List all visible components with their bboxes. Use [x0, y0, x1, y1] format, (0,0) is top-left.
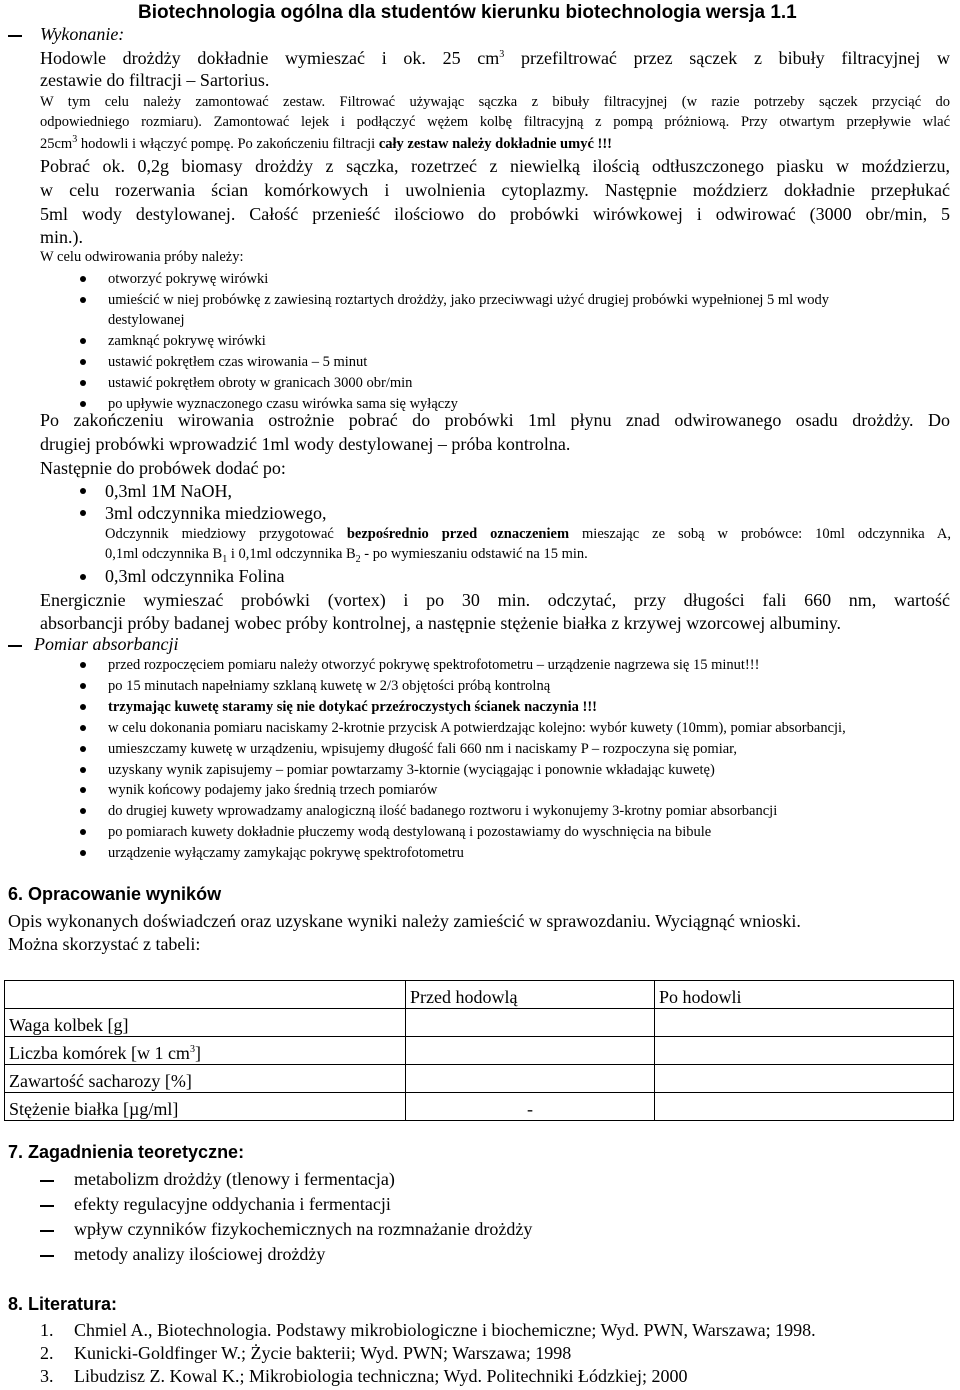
paragraph-line: zestawie do filtracji – Sartorius.: [40, 70, 270, 90]
bullet-icon: [80, 662, 86, 668]
paragraph-line: drugiej probówki wprowadzić 1ml wody destylowanej – próba kontrolna.: [40, 434, 571, 454]
results-table: [4, 980, 954, 1121]
reagent-item: 0,3ml odczynnika Folina: [105, 566, 285, 586]
reference-item: Chmiel A., Biotechnologia. Podstawy mikrobiologiczne i biochemiczne; Wyd. PWN, Warszawa; 1998.: [74, 1320, 816, 1340]
list-item: metody analizy ilościowej drożdży: [74, 1244, 326, 1264]
paragraph-line: odpowiedniego rozmiaru). Zamontować lejek i podłączyć wężem kolbę filtracyjną z pompą próżniową. Przy otwartym przepływie wlać: [40, 114, 950, 130]
paragraph-line: Można skorzystać z tabeli:: [8, 934, 201, 954]
list-number: 2.: [40, 1343, 54, 1363]
section-title-pomiar: Pomiar absorbancji: [34, 634, 179, 654]
bullet-icon: [80, 683, 86, 689]
reagent-item: 0,3ml 1M NaOH,: [105, 481, 232, 501]
dash-bullet: [40, 1230, 54, 1232]
bullet-icon: [80, 276, 86, 282]
list-item: wpływ czynników fizykochemicznych na rozmnażanie drożdży: [74, 1219, 533, 1239]
reference-item: Kunicki-Goldfinger W.; Życie bakterii; Wyd. PWN; Warszawa; 1998: [74, 1343, 572, 1363]
reagent-item: 3ml odczynnika miedziowego,: [105, 503, 327, 523]
list-item: uzyskany wynik zapisujemy – pomiar powtarzamy 3-ktornie (wyciągając i ponownie wkładając kuwetę): [108, 761, 715, 778]
list-item: umieścić w niej probówkę z zawiesiną roztartych drożdży, jako przeciwwagi użyć drugiej probówki wypełnionej 5 ml wody: [108, 292, 830, 308]
list-item: po upływie wyznaczonego czasu wirówka sama się wyłączy: [108, 396, 458, 412]
table-cell: [655, 1093, 954, 1121]
paragraph-line: Hodowle drożdży dokładnie wymieszać i ok. 25 $cm^3$ przefiltrować przez sączek z bibuły filtracyjnej w: [40, 48, 950, 68]
copper-note: Odczynnik miedziowy przygotować bezpośrednio przed oznaczeniem mieszając ze sobą w probówce: 10ml odczynnika A,: [105, 526, 952, 542]
table-cell: [406, 1065, 655, 1093]
section-7-title: 7. Zagadnienia teoretyczne:: [8, 1142, 245, 1162]
list-item: wynik końcowy podajemy jako średnią trzech pomiarów: [108, 782, 438, 799]
bullet-icon: [80, 787, 86, 793]
bullet-icon: [80, 850, 86, 856]
list-number: 3.: [40, 1366, 54, 1386]
table-row: [5, 1065, 954, 1093]
dash-bullet: [40, 1255, 54, 1257]
bullet-icon: [80, 338, 86, 344]
bullet-icon: [80, 359, 86, 365]
paragraph-line: w celu rozerwania ścian komórkowych i uwolnienia cytoplazmy. Następnie moździerz dokładnie przepłukać: [40, 180, 950, 200]
bullet-icon: [80, 297, 86, 303]
table-cell: [406, 1037, 655, 1065]
paragraph-line: Następnie do probówek dodać po:: [40, 458, 286, 478]
bullet-icon: [80, 401, 86, 407]
table-cell: Waga kolbek [g]: [5, 1009, 406, 1037]
paragraph-line: W tym celu należy zamontować zestaw. Filtrować używając sączka z bibuły filtracyjnej (w razie potrzeby sączek przyciąć do: [40, 94, 950, 110]
bullet-icon: [80, 746, 86, 752]
reference-item: Libudzisz Z. Kowal K.; Mikrobiologia techniczna; Wyd. Politechniki Łódzkiej; 2000: [74, 1366, 688, 1386]
list-item: po 15 minutach napełniamy szklaną kuwetę w 2/3 objętości próbą kontrolną: [108, 677, 551, 694]
table-cell: [655, 1009, 954, 1037]
bullet-icon: [80, 829, 86, 835]
list-item: metabolizm drożdży (tlenowy i fermentacja): [74, 1169, 395, 1189]
list-item: umieszczamy kuwetę w urządzeniu, wpisujemy długość fali 660 nm i naciskamy P – rozpoczyna się pomiar,: [108, 740, 738, 757]
section-title-wykonanie: Wykonanie:: [40, 24, 125, 44]
list-item: do drugiej kuwety wprowadzamy analogiczną ilość badanego roztworu i wykonujemy 3-krotny pomiar absorbancji: [108, 803, 778, 820]
table-cell: Liczba komórek [w 1 $cm^3$]: [5, 1037, 406, 1065]
paragraph-line: Energicznie wymieszać probówki (vortex) i po 30 min. odczytać, przy długości fali 660 nm, wartość: [40, 590, 950, 610]
table-row: [5, 1037, 954, 1065]
list-item: otworzyć pokrywę wirówki: [108, 271, 269, 287]
bullet-icon: [80, 704, 86, 710]
paragraph-line: min.).: [40, 227, 83, 247]
bullet-icon: [80, 510, 86, 516]
bullet-icon: [80, 725, 86, 731]
paragraph-line: 5ml wody destylowanej. Całość przenieść ilościowo do probówki wirówkowej i odwirować (3000 obr/min, 5: [40, 204, 950, 224]
section-8-title: 8. Literatura:: [8, 1294, 118, 1314]
list-item: przed rozpoczęciem pomiaru należy otworzyć pokrywę spektrofotometru – urządzenie nagrzewa się 15 minut!!!: [108, 657, 760, 673]
table-header-row: [5, 981, 954, 1009]
list-item: ustawić pokrętłem obroty w granicach 3000 obr/min: [108, 375, 413, 391]
paragraph-line: Opis wykonanych doświadczeń oraz uzyskane wyniki należy zamieścić w sprawozdaniu. Wyciągnąć wnioski.: [8, 911, 801, 931]
table-row: [5, 1009, 954, 1037]
list-item: urządzenie wyłączamy zamykając pokrywę spektrofotometru: [108, 845, 464, 862]
list-item: trzymając kuwetę staramy się nie dotykać przeźroczystych ścianek naczynia !!!: [108, 698, 597, 715]
paragraph-line: $25cm^3$ hodowli i włączyć pompę. Po zakończeniu filtracji cały zestaw należy dokładnie umyć !!!: [40, 134, 612, 152]
list-item: efekty regulacyjne oddychania i fermentacji: [74, 1194, 391, 1214]
table-header-cell: Po hodowli: [655, 981, 954, 1009]
centrifuge-intro: W celu odwirowania próby należy:: [40, 249, 244, 265]
list-item: zamknąć pokrywę wirówki: [108, 333, 266, 349]
table-row: [5, 1093, 954, 1121]
bullet-icon: [80, 574, 86, 580]
dash-bullet: [8, 35, 22, 37]
paragraph-line: absorbancji próby badanej wobec próby kontrolnej, a następnie stężenie białka z krzywej wzorcowej albuminy.: [40, 613, 842, 633]
list-item: w celu dokonania pomiaru naciskamy 2-krotnie przycisk A potwierdzając kolejno: wybór kuwety (10mm), pomiar absorbancji,: [108, 719, 846, 736]
paragraph-line: Po zakończeniu wirowania ostrożnie pobrać do probówki 1ml płynu znad odwirowanego osadu drożdży. Do: [40, 410, 950, 430]
table-cell: [406, 1009, 655, 1037]
table-cell: -: [406, 1093, 655, 1121]
list-item: ustawić pokrętłem czas wirowania – 5 minut: [108, 354, 368, 370]
table-header-cell: Przed hodowlą: [406, 981, 655, 1009]
bullet-icon: [80, 380, 86, 386]
table-cell: [655, 1065, 954, 1093]
document-header: Biotechnologia ogólna dla studentów kierunku biotechnologia wersja 1.1: [138, 2, 797, 23]
bullet-icon: [80, 767, 86, 773]
table-cell: [5, 981, 406, 1009]
list-number: 1.: [40, 1320, 54, 1340]
table-cell: Stężenie białka [µg/ml]: [5, 1093, 406, 1121]
table-cell: Zawartość sacharozy [%]: [5, 1065, 406, 1093]
list-item: po pomiarach kuwety dokładnie płuczemy wodą destylowaną i pozostawiamy do wyschnięcia na bibule: [108, 824, 712, 841]
list-item: destylowanej: [108, 312, 185, 328]
table-cell: [655, 1037, 954, 1065]
bullet-icon: [80, 808, 86, 814]
section-6-title: 6. Opracowanie wyników: [8, 884, 222, 904]
copper-note: 0,1ml odczynnika $B_1$ i 0,1ml odczynnika $B_2$ - po wymieszaniu odstawić na 15 min.: [105, 546, 588, 565]
bullet-icon: [80, 488, 86, 494]
dash-bullet: [8, 645, 22, 647]
dash-bullet: [40, 1205, 54, 1207]
paragraph-line: Pobrać ok. 0,2g biomasy drożdży z sączka, rozetrzeć z niewielką ilością odtłuszczonego piasku w moździerzu,: [40, 156, 950, 176]
dash-bullet: [40, 1180, 54, 1182]
